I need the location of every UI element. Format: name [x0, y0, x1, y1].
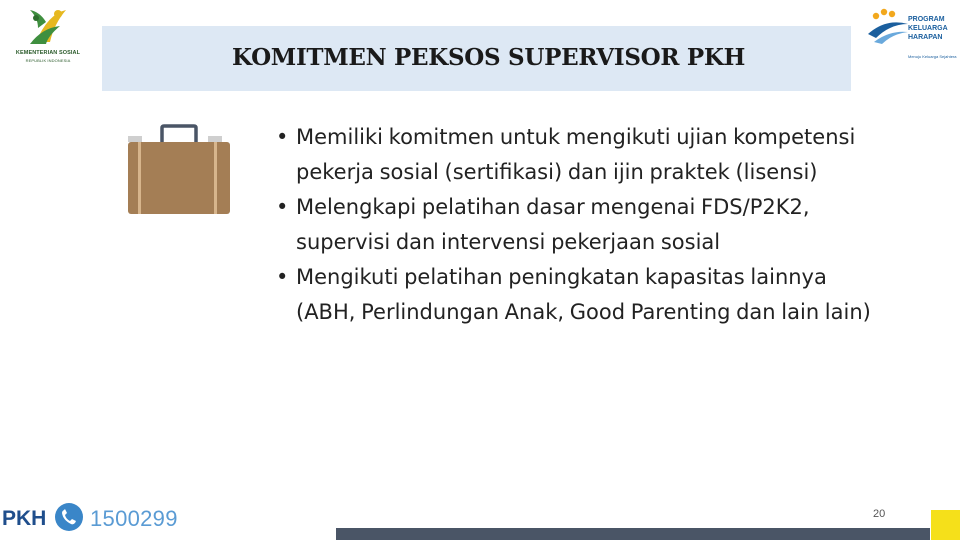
list-item — [276, 190, 886, 260]
pkh-brand: PKH — [2, 507, 47, 530]
footer-bar — [336, 528, 930, 540]
kemensos-logo — [6, 4, 90, 66]
logo-line-harapan: HARAPAN — [908, 34, 943, 41]
briefcase-icon — [126, 124, 232, 216]
list-item-text: Mengikuti pelatihan peningkatan kapasitas lainnya (ABH, Perlindungan Anak, Good Parenting dan lain lain) — [296, 265, 871, 324]
footer-accent-box — [931, 510, 960, 540]
logo-caption: KEMENTERIAN SOSIAL — [15, 50, 81, 56]
pkh-program-logo-icon — [864, 6, 910, 46]
bullet-glyph: • — [276, 195, 289, 219]
list-item — [276, 260, 886, 330]
logo-subcaption: REPUBLIK INDONESIA — [25, 58, 71, 63]
logo-line-program: PROGRAM — [908, 16, 945, 23]
logo-tagline: Menuju Keluarga Sejahtera — [908, 54, 957, 59]
list-item-text: Memiliki komitmen untuk mengikuti ujian kompetensi pekerja sosial (sertifikasi) dan ijin praktek (lisensi) — [296, 125, 856, 184]
bullet-glyph: • — [276, 125, 289, 149]
page-title: KOMITMEN PEKSOS SUPERVISOR PKH — [232, 44, 746, 71]
pkh-hotline — [2, 498, 178, 538]
pkh-program-logo — [862, 4, 958, 66]
list-item — [276, 120, 886, 190]
hotline-number: 1500299 — [90, 506, 178, 531]
commitment-list — [276, 120, 886, 330]
kemensos-logo-icon — [6, 4, 90, 50]
list-item-text: Melengkapi pelatihan dasar mengenai FDS/P2K2, supervisi dan intervensi pekerjaan sosial — [296, 195, 810, 254]
page-number: 20 — [873, 508, 886, 520]
logo-line-keluarga: KELUARGA — [908, 25, 948, 32]
phone-icon — [54, 502, 84, 532]
bullet-glyph: • — [276, 265, 289, 289]
